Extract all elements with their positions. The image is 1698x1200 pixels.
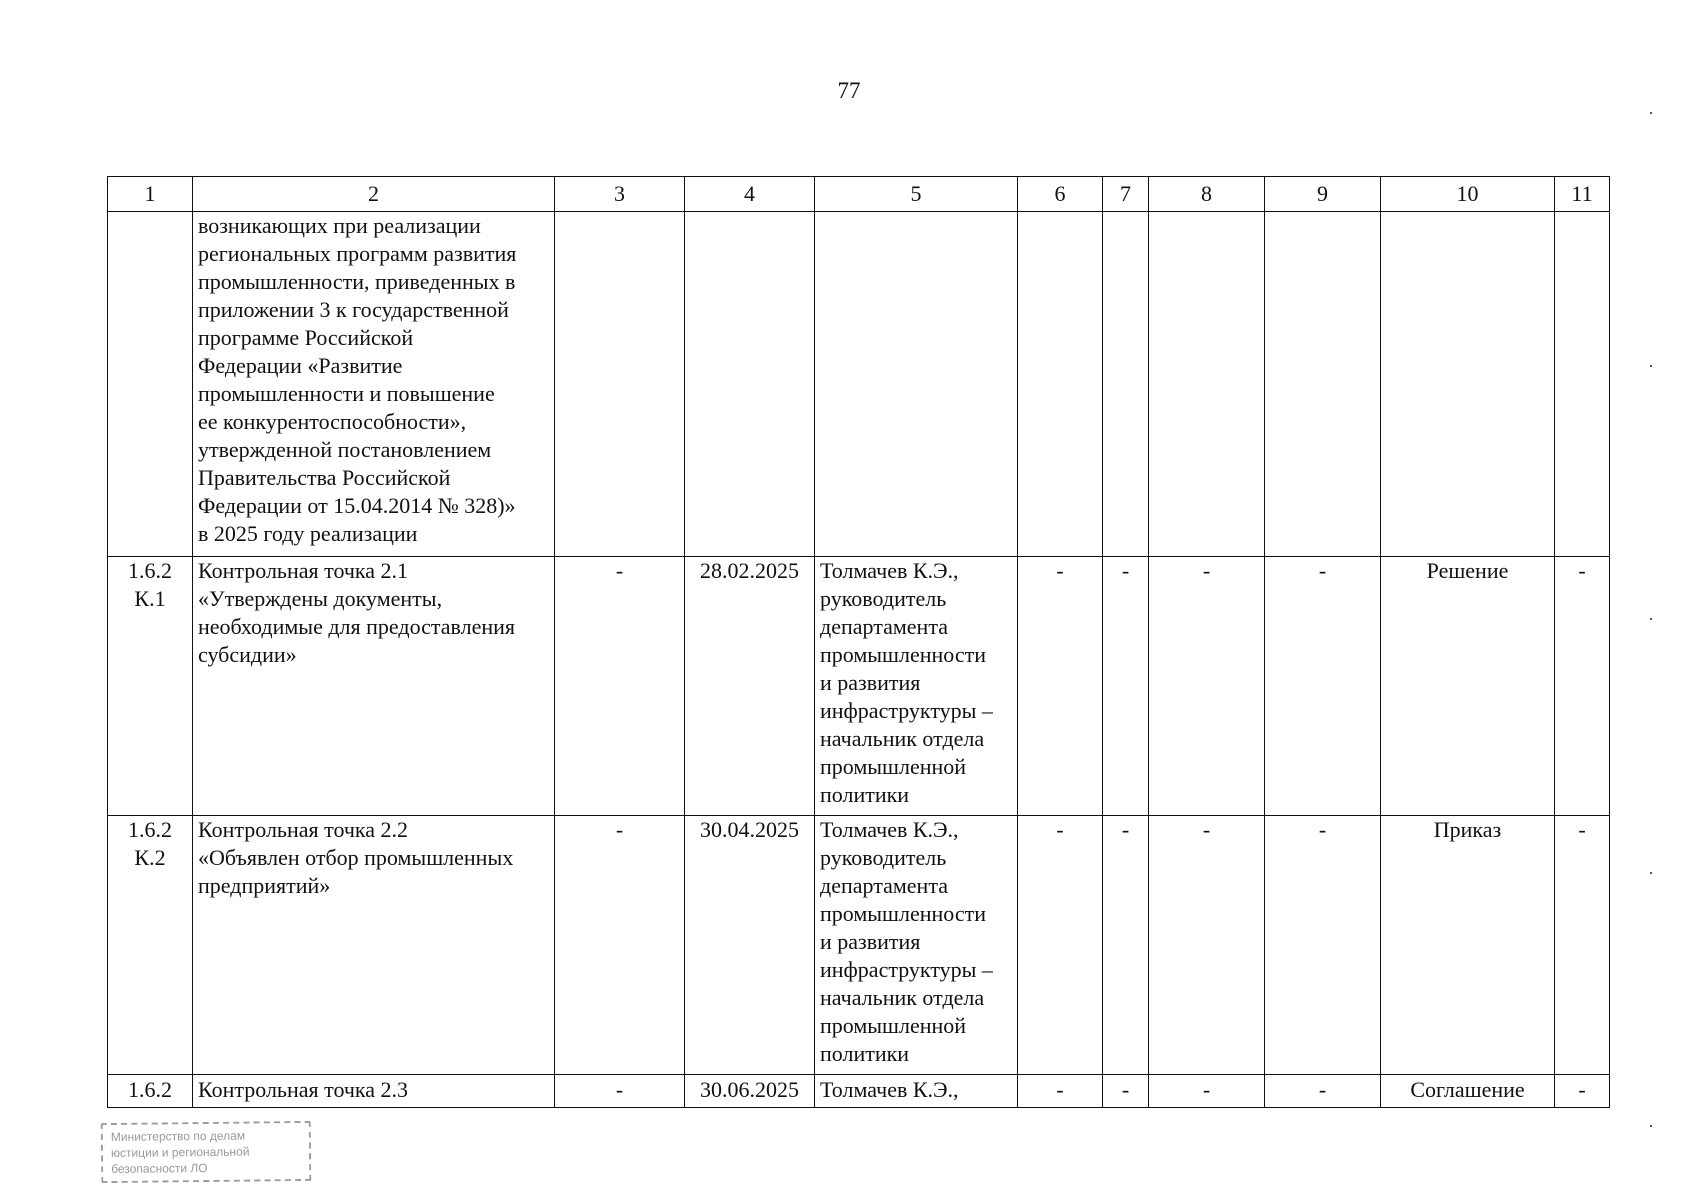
- scan-mark: [1650, 618, 1652, 620]
- header-col-9: 9: [1265, 177, 1381, 212]
- cell-col-7: -: [1103, 816, 1149, 1075]
- scan-mark: [1650, 365, 1652, 367]
- cell-responsible: Толмачев К.Э., руководитель департамента промышленности и развития инфраструктуры – начальник отдела промышленной политики: [815, 816, 1018, 1075]
- cell-number: 1.6.2 К.2: [108, 816, 193, 1075]
- cell-col-8: [1149, 212, 1265, 557]
- cell-col-8: -: [1149, 557, 1265, 816]
- cell-name: Контрольная точка 2.1 «Утверждены документы, необходимые для предоставления субсидии»: [193, 557, 555, 816]
- cell-col-3: [555, 212, 685, 557]
- header-col-8: 8: [1149, 177, 1265, 212]
- cell-col-8: -: [1149, 816, 1265, 1075]
- header-col-3: 3: [555, 177, 685, 212]
- cell-responsible: Толмачев К.Э., руководитель департамента промышленности и развития инфраструктуры – начальник отдела промышленной политики: [815, 557, 1018, 816]
- registration-stamp: [101, 1121, 312, 1183]
- scan-mark: [1650, 872, 1652, 874]
- cell-document-type: [1381, 212, 1555, 557]
- cell-col-9: -: [1265, 816, 1381, 1075]
- header-col-5: 5: [815, 177, 1018, 212]
- header-col-7: 7: [1103, 177, 1149, 212]
- cell-col-7: -: [1103, 557, 1149, 816]
- cell-responsible: Толмачев К.Э.,: [815, 1075, 1018, 1108]
- stamp-line: юстиции и региональной: [110, 1144, 250, 1160]
- cell-col-9: [1265, 212, 1381, 557]
- page-number: 77: [837, 78, 861, 103]
- cell-date: [685, 212, 815, 557]
- stamp-line: Министерство по делам: [110, 1128, 246, 1144]
- cell-document-type: Приказ: [1381, 816, 1555, 1075]
- cell-document-type: Решение: [1381, 557, 1555, 816]
- cell-date: 28.02.2025: [685, 557, 815, 816]
- cell-number: [108, 212, 193, 557]
- cell-document-type: Соглашение: [1381, 1075, 1555, 1108]
- cell-responsible: [815, 212, 1018, 557]
- cell-number: 1.6.2 К.1: [108, 557, 193, 816]
- header-col-10: 10: [1381, 177, 1555, 212]
- cell-col-6: [1018, 212, 1103, 557]
- cell-col-7: -: [1103, 1075, 1149, 1108]
- table-row: [108, 212, 1610, 557]
- cell-col-3: -: [555, 1075, 685, 1108]
- table-row: [108, 557, 1610, 816]
- cell-name: Контрольная точка 2.2 «Объявлен отбор промышленных предприятий»: [193, 816, 555, 1075]
- cell-name: Контрольная точка 2.3: [193, 1075, 555, 1108]
- scan-mark: [1650, 1125, 1652, 1127]
- cell-col-8: -: [1149, 1075, 1265, 1108]
- header-col-1: 1: [108, 177, 193, 212]
- cell-col-7: [1103, 212, 1149, 557]
- table-row: [108, 816, 1610, 1075]
- cell-col-11: -: [1555, 816, 1610, 1075]
- header-row: [108, 177, 1610, 212]
- header-col-4: 4: [685, 177, 815, 212]
- cell-col-6: -: [1018, 1075, 1103, 1108]
- cell-col-3: -: [555, 816, 685, 1075]
- cell-col-11: [1555, 212, 1610, 557]
- cell-col-9: -: [1265, 1075, 1381, 1108]
- cell-col-6: -: [1018, 557, 1103, 816]
- cell-date: 30.04.2025: [685, 816, 815, 1075]
- cell-number: 1.6.2: [108, 1075, 193, 1108]
- cell-col-6: -: [1018, 816, 1103, 1075]
- plan-table: [107, 176, 1610, 1108]
- header-col-11: 11: [1555, 177, 1610, 212]
- cell-name: возникающих при реализации региональных программ развития промышленности, приведенных в приложении 3 к государственной программе Российской Федерации «Развитие промышленности и повышение ее конкурентоспособности», утвержденной постановлением Правительства Российской Федерации от 15.04.2014 № 328)» в 2025 году реализации: [193, 212, 555, 557]
- header-col-6: 6: [1018, 177, 1103, 212]
- cell-col-3: -: [555, 557, 685, 816]
- stamp-line: безопасности ЛО: [111, 1160, 208, 1176]
- header-col-2: 2: [193, 177, 555, 212]
- cell-date: 30.06.2025: [685, 1075, 815, 1108]
- cell-col-11: -: [1555, 557, 1610, 816]
- table-row: [108, 1075, 1610, 1108]
- cell-col-11: -: [1555, 1075, 1610, 1108]
- cell-col-9: -: [1265, 557, 1381, 816]
- scan-mark: [1650, 112, 1652, 114]
